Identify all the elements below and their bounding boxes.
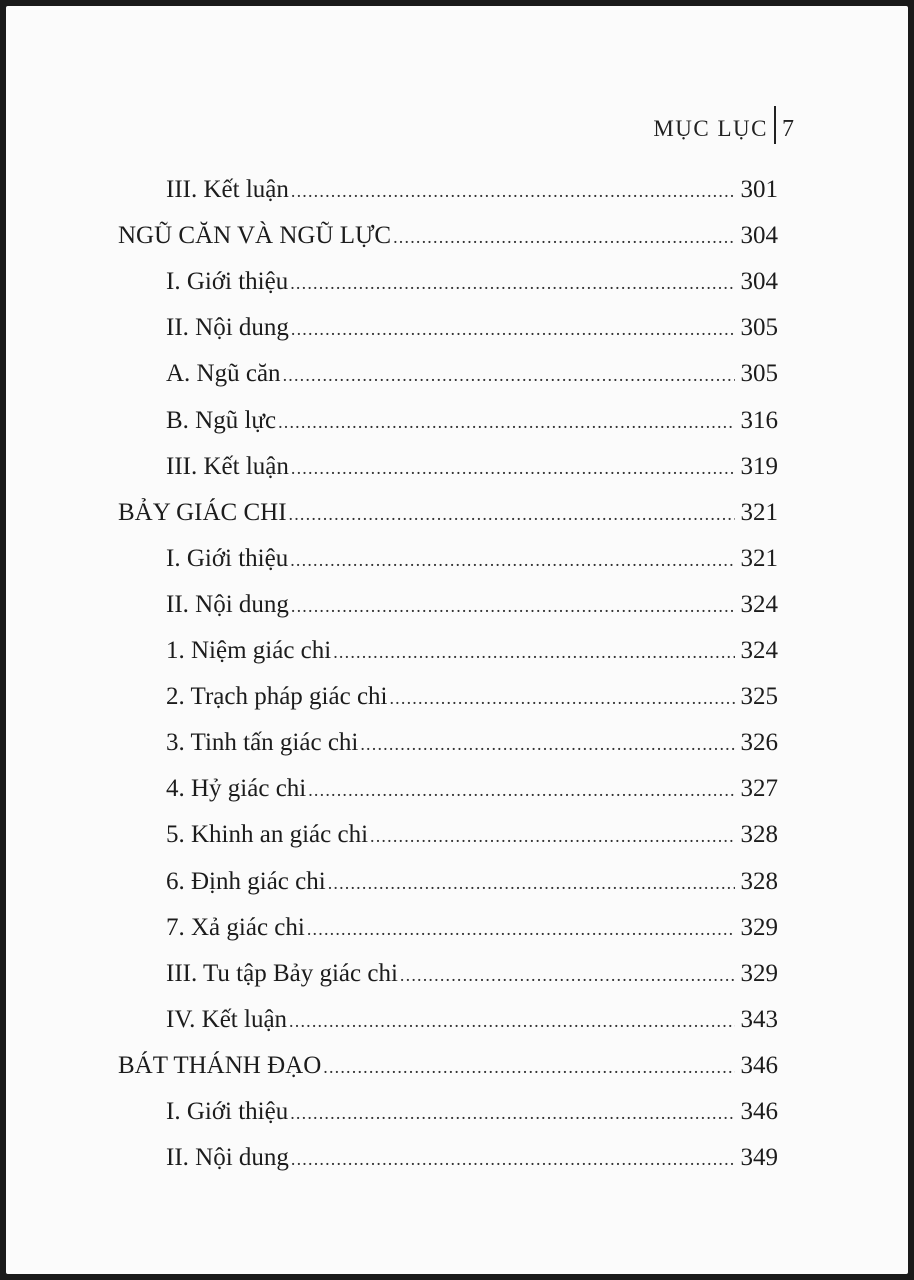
toc-entry-page: 319: [740, 452, 778, 480]
dot-leader: [290, 1097, 734, 1129]
dot-leader: [370, 820, 734, 852]
dot-leader: [289, 1005, 734, 1037]
dot-leader: [389, 682, 734, 714]
dot-leader: [283, 359, 735, 391]
toc-entry-page: 304: [740, 268, 778, 296]
header-divider: [774, 106, 776, 144]
dot-leader: [323, 1051, 734, 1083]
toc-entry: [166, 589, 778, 621]
toc-entry-page: 326: [740, 729, 778, 757]
toc-entry: [166, 958, 778, 990]
toc-entry: [166, 358, 778, 390]
toc-entry-page: 325: [740, 683, 778, 711]
toc-entry-label: 4. Hỷ giác chi: [166, 775, 307, 803]
toc-entry: [166, 1004, 778, 1036]
toc-entry-label: A. Ngũ căn: [166, 360, 281, 388]
toc-entry-page: 346: [740, 1051, 778, 1079]
dot-leader: [291, 175, 735, 207]
toc-entry-label: III. Kết luận: [166, 452, 289, 480]
toc-entry-label: II. Nội dung: [166, 1144, 289, 1172]
toc-entry-label: BÁT THÁNH ĐẠO: [118, 1051, 322, 1079]
dot-leader: [291, 452, 735, 484]
dot-leader: [328, 867, 735, 899]
dot-leader: [308, 774, 734, 806]
toc-entry-label: III. Kết luận: [166, 176, 289, 203]
toc-entry-label: BẢY GIÁC CHI: [118, 498, 287, 526]
toc-entry-label: 3. Tinh tấn giác chi: [166, 729, 359, 757]
toc-entry-page: 327: [740, 775, 778, 803]
toc-entry-label: 1. Niệm giác chi: [166, 637, 332, 664]
dot-leader: [333, 636, 734, 668]
toc-entry: [166, 635, 778, 667]
toc-entry: [166, 727, 778, 759]
toc-entry-page: 343: [740, 1005, 778, 1033]
toc-entry: [166, 866, 778, 898]
toc-entry: [166, 681, 778, 713]
header-page-number: 7: [782, 115, 794, 142]
toc-entry-page: 305: [740, 314, 778, 342]
toc-entry-page: 305: [740, 360, 778, 388]
toc-entry: [118, 1050, 778, 1082]
dot-leader: [291, 313, 735, 345]
toc-entry-label: 2. Trạch pháp giác chi: [166, 683, 388, 711]
toc-entry-label: 7. Xả giác chi: [166, 913, 305, 941]
toc-entry: [166, 543, 778, 575]
toc-entry-label: IV. Kết luận: [166, 1005, 288, 1033]
toc-entry: [118, 497, 778, 529]
dot-leader: [278, 406, 734, 438]
toc-entry-page: 328: [740, 821, 778, 849]
toc-entry: [118, 220, 778, 252]
toc-entry-page: 324: [740, 637, 778, 664]
dot-leader: [400, 959, 735, 991]
dot-leader: [307, 913, 735, 945]
toc-entry: [166, 819, 778, 851]
toc-entry-label: II. Nội dung: [166, 590, 289, 618]
dot-leader: [290, 544, 734, 576]
book-page: [6, 6, 908, 1274]
toc-entry-label: 5. Khinh an giác chi: [166, 821, 369, 849]
toc-entry-label: II. Nội dung: [166, 314, 289, 342]
toc-entry: [166, 1142, 778, 1174]
toc-entry: [166, 1096, 778, 1128]
dot-leader: [289, 498, 735, 530]
toc-entry-page: 304: [740, 222, 778, 250]
toc-entry: [166, 912, 778, 944]
toc-entry: [166, 405, 778, 437]
dot-leader: [291, 1143, 735, 1175]
header-title: MỤC LỤC: [653, 116, 768, 141]
toc-entry-label: NGŨ CĂN VÀ NGŨ LỰC: [118, 222, 392, 250]
toc-entry-page: 324: [740, 590, 778, 618]
toc-entry-page: 316: [740, 406, 778, 434]
toc-entry-page: 329: [740, 913, 778, 941]
running-header: [653, 110, 794, 148]
dot-leader: [291, 590, 735, 622]
toc-entry: [166, 451, 778, 483]
toc-entry-label: 6. Định giác chi: [166, 867, 326, 895]
toc-entry-label: I. Giới thiệu: [166, 1098, 289, 1125]
dot-leader: [360, 728, 734, 760]
toc-entry: [166, 773, 778, 805]
toc-entry-label: I. Giới thiệu: [166, 544, 289, 572]
toc-entry-label: III. Tu tập Bảy giác chi: [166, 959, 398, 987]
toc-entry: [166, 174, 778, 206]
toc-entry-label: I. Giới thiệu: [166, 268, 289, 296]
toc-entry-page: 328: [740, 867, 778, 895]
toc-entry-page: 346: [740, 1098, 778, 1125]
toc-entry: [166, 266, 778, 298]
toc-entry-page: 349: [740, 1144, 778, 1172]
toc-entry-page: 329: [740, 959, 778, 987]
toc-entry-page: 321: [740, 498, 778, 526]
toc-entry: [166, 312, 778, 344]
dot-leader: [393, 221, 734, 253]
dot-leader: [290, 267, 734, 299]
toc-entry-label: B. Ngũ lực: [166, 406, 277, 434]
toc-entry-page: 321: [740, 544, 778, 572]
toc-entry-page: 301: [740, 176, 778, 203]
